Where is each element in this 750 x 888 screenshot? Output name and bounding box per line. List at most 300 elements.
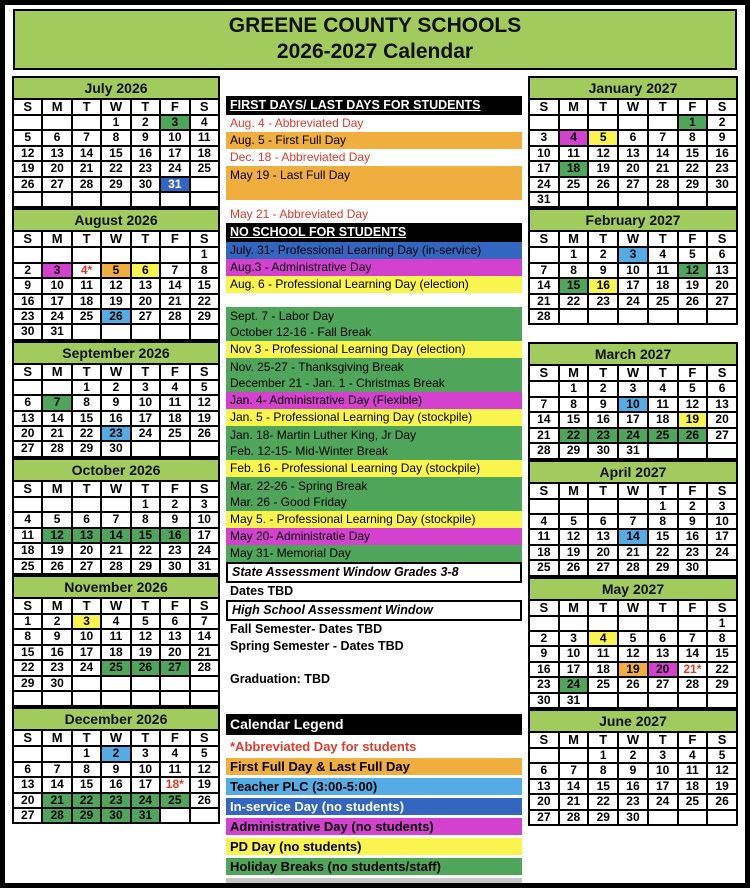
day-cell: 6: [529, 763, 559, 778]
day-cell: 9: [588, 397, 618, 412]
day-cell: 26: [190, 426, 219, 441]
day-cell: 24: [648, 794, 678, 809]
day-cell: 20: [707, 278, 737, 293]
weekday-header: S: [529, 483, 559, 499]
week-row: [13, 497, 219, 512]
day-cell-empty: [648, 115, 678, 130]
day-cell: 15: [13, 645, 42, 660]
weekday-header: W: [101, 598, 130, 614]
day-cell: 2: [131, 115, 160, 130]
day-cell: 5: [131, 614, 160, 629]
day-cell: 14: [72, 146, 101, 161]
day-cell: 12: [190, 762, 219, 777]
day-cell: 3: [160, 115, 189, 130]
week-row: [529, 677, 737, 692]
weekday-header: S: [13, 364, 42, 380]
day-cell-empty: [559, 309, 589, 324]
calendar-grid: [528, 230, 738, 325]
day-cell: 16: [101, 411, 130, 426]
month-title: October 2026: [12, 458, 220, 480]
day-cell: 16: [529, 662, 559, 677]
month-title: December 2026: [12, 707, 220, 729]
day-cell: 20: [160, 645, 189, 660]
day-cell: 10: [559, 646, 589, 661]
day-cell: 8: [559, 263, 589, 278]
week-row: [529, 545, 737, 560]
day-cell: 3: [131, 746, 160, 761]
week-row: [13, 676, 219, 691]
calendar-grid: [12, 597, 220, 707]
weekday-header: T: [588, 732, 618, 748]
day-cell: 9: [678, 514, 708, 529]
day-cell: 4: [101, 614, 130, 629]
day-cell: 12: [618, 646, 648, 661]
day-cell: 26: [559, 560, 589, 575]
day-cell: 30: [529, 693, 559, 708]
day-cell-empty: [648, 693, 678, 708]
day-cell-empty: [559, 616, 589, 631]
day-cell-empty: [190, 676, 219, 691]
day-cell-empty: [529, 499, 559, 514]
day-cell-empty: [131, 192, 160, 207]
day-cell: 12: [678, 397, 708, 412]
week-row: [529, 779, 737, 794]
day-cell-empty: [72, 192, 101, 207]
day-cell: 4: [190, 115, 219, 130]
day-cell: 29: [588, 810, 618, 825]
weekday-header: M: [42, 231, 71, 247]
day-cell: 2: [707, 115, 737, 130]
day-cell: 17: [648, 779, 678, 794]
day-cell: 5: [678, 247, 708, 262]
day-cell-empty: [707, 443, 737, 458]
day-cell: 17: [707, 529, 737, 544]
day-cell-empty: [618, 499, 648, 514]
legend-header: Calendar Legend: [226, 714, 522, 735]
day-cell-empty: [588, 115, 618, 130]
day-cell-empty: [678, 192, 708, 207]
day-cell-empty: [42, 746, 71, 761]
day-cell: 24: [190, 543, 219, 558]
day-cell-empty: [101, 497, 130, 512]
day-cell: 27: [529, 810, 559, 825]
day-cell: 17: [559, 662, 589, 677]
day-cell: 10: [42, 278, 71, 293]
day-cell: 3: [648, 748, 678, 763]
section-header-no-school-for-students: NO SCHOOL FOR STUDENTS: [226, 223, 522, 242]
day-cell: 30: [160, 559, 189, 574]
day-cell: 29: [101, 177, 130, 192]
day-cell-empty: [160, 676, 189, 691]
day-cell: 10: [618, 263, 648, 278]
week-row: [529, 397, 737, 412]
day-cell: 3: [72, 614, 101, 629]
weekday-header: W: [618, 365, 648, 381]
weekday-header: W: [618, 99, 648, 115]
week-row: [529, 529, 737, 544]
week-row: [13, 146, 219, 161]
weekday-header: F: [160, 598, 189, 614]
day-cell: 21: [618, 545, 648, 560]
day-cell-empty: [42, 192, 71, 207]
event-row: Jan. 5 - Professional Learning Day (stockpile): [226, 409, 522, 426]
day-cell: 5: [101, 263, 130, 278]
day-cell: 17: [618, 412, 648, 427]
day-cell: 26: [678, 294, 708, 309]
weekday-header: T: [131, 364, 160, 380]
calendar-grid: [528, 482, 738, 577]
day-cell: 25: [160, 793, 189, 808]
event-line: Jan. 18- Martin Luther King, Jr Day: [230, 428, 417, 442]
day-cell: 13: [648, 646, 678, 661]
day-cell: 17: [618, 278, 648, 293]
weekday-header: S: [190, 231, 219, 247]
day-cell: 17: [72, 645, 101, 660]
day-cell: 29: [13, 676, 42, 691]
day-cell-empty: [618, 192, 648, 207]
day-cell: 13: [588, 529, 618, 544]
day-cell: 29: [72, 808, 101, 823]
legend-row: In-service Day (no students): [226, 798, 522, 815]
day-cell: 19: [190, 777, 219, 792]
day-cell: 15: [678, 146, 708, 161]
week-row: [13, 746, 219, 761]
day-cell: 8: [101, 130, 130, 145]
event-row: [226, 358, 522, 392]
day-cell-empty: [678, 443, 708, 458]
legend-row: First Full Day & Last Full Day: [226, 758, 522, 775]
event-row: Aug. 6 - Professional Learning Day (election): [226, 276, 522, 293]
day-cell: 9: [529, 646, 559, 661]
weekday-header: S: [13, 231, 42, 247]
month-title: November 2026: [12, 575, 220, 597]
day-cell: 11: [13, 528, 42, 543]
day-cell: 8: [131, 512, 160, 527]
day-cell-empty: [101, 691, 130, 706]
day-cell: 8: [72, 762, 101, 777]
weekday-header: S: [707, 732, 737, 748]
week-row: [13, 660, 219, 675]
event-row: [226, 166, 522, 200]
day-cell: 22: [13, 660, 42, 675]
day-cell: 4: [588, 631, 618, 646]
day-cell: 27: [42, 177, 71, 192]
day-cell: 14: [559, 779, 589, 794]
week-row: [13, 380, 219, 395]
day-cell: 20: [648, 662, 678, 677]
day-cell-empty: [707, 810, 737, 825]
event-line: [230, 183, 518, 199]
month-november-2026: [12, 575, 220, 707]
day-cell: 17: [42, 294, 71, 309]
week-row: [529, 514, 737, 529]
day-cell: 11: [648, 263, 678, 278]
day-cell: 3: [618, 381, 648, 396]
legend-row: [226, 878, 522, 888]
weekday-header: T: [131, 99, 160, 115]
assessment-row: High School Assessment Window: [226, 600, 522, 621]
day-cell: 7: [559, 763, 589, 778]
day-cell: 27: [13, 808, 42, 823]
day-cell-empty: [618, 309, 648, 324]
week-row: [13, 808, 219, 823]
day-cell: 31: [190, 559, 219, 574]
weekday-header: M: [559, 483, 589, 499]
day-cell: 21: [190, 645, 219, 660]
day-cell: 17: [190, 528, 219, 543]
day-cell: 10: [707, 514, 737, 529]
day-cell: 1: [131, 497, 160, 512]
day-cell-empty: [160, 691, 189, 706]
week-row: [529, 177, 737, 192]
day-cell: 8: [13, 629, 42, 644]
day-cell: 10: [131, 762, 160, 777]
week-row: [13, 263, 219, 278]
day-cell-empty: [131, 247, 160, 262]
week-row: [529, 499, 737, 514]
event-line: Mar. 22-26 - Spring Break: [230, 479, 368, 493]
month-september-2026: [12, 341, 220, 458]
day-cell: 25: [588, 677, 618, 692]
day-cell: 15: [707, 646, 737, 661]
weekday-header: T: [72, 481, 101, 497]
day-cell: 25: [13, 559, 42, 574]
week-row: [529, 693, 737, 708]
day-cell: 7: [42, 762, 71, 777]
calendar-grid: [528, 98, 738, 208]
weekday-header: F: [678, 483, 708, 499]
day-cell: 6: [707, 247, 737, 262]
day-cell: 13: [160, 629, 189, 644]
weekday-header: S: [707, 231, 737, 247]
day-cell-empty: [588, 616, 618, 631]
day-cell: 15: [559, 278, 589, 293]
day-cell: 16: [131, 146, 160, 161]
day-cell-empty: [13, 115, 42, 130]
day-cell: 3: [131, 380, 160, 395]
day-cell-empty: [42, 247, 71, 262]
day-cell: 1: [678, 115, 708, 130]
month-august-2026: [12, 208, 220, 340]
weekday-header: W: [101, 364, 130, 380]
day-cell-empty: [190, 177, 219, 192]
day-cell: 22: [72, 793, 101, 808]
day-cell-empty: [131, 691, 160, 706]
event-row: May 21 - Abbreviated Day: [226, 206, 522, 223]
day-cell-empty: [160, 192, 189, 207]
event-line: Sept. 7 - Labor Day: [230, 309, 335, 323]
calendar-grid: [12, 729, 220, 824]
weekday-header: W: [101, 99, 130, 115]
day-cell-empty: [190, 324, 219, 339]
week-row: [529, 428, 737, 443]
day-cell: 24: [529, 177, 559, 192]
day-cell: 2: [678, 499, 708, 514]
day-cell: 4: [648, 381, 678, 396]
calendar-grid: [12, 230, 220, 340]
day-cell: 24: [618, 294, 648, 309]
day-cell: 28: [529, 309, 559, 324]
day-cell-empty: [13, 746, 42, 761]
day-cell-empty: [72, 676, 101, 691]
day-cell: 23: [101, 426, 130, 441]
weekday-header: T: [131, 481, 160, 497]
day-cell: 27: [618, 177, 648, 192]
day-cell: 11: [101, 629, 130, 644]
day-cell: 17: [529, 161, 559, 176]
day-cell-empty: [707, 192, 737, 207]
day-cell: 19: [190, 411, 219, 426]
week-row: [529, 560, 737, 575]
day-cell: 5: [618, 631, 648, 646]
right-month-column: [528, 76, 738, 826]
event-row: Nov 3 - Professional Learning Day (election): [226, 341, 522, 358]
day-cell: 14: [42, 411, 71, 426]
week-row: [529, 631, 737, 646]
day-cell: 15: [648, 529, 678, 544]
day-cell: 16: [618, 779, 648, 794]
day-cell: 13: [42, 146, 71, 161]
day-cell: 9: [42, 629, 71, 644]
day-cell-empty: [101, 324, 130, 339]
day-cell-empty: [13, 691, 42, 706]
day-cell: 26: [42, 559, 71, 574]
week-row: [13, 645, 219, 660]
day-cell: 21: [160, 294, 189, 309]
month-june-2027: [528, 709, 738, 826]
left-month-column: [12, 76, 220, 824]
day-cell: 4*: [72, 263, 101, 278]
day-cell: 5: [190, 380, 219, 395]
day-cell: 28: [618, 560, 648, 575]
day-cell: 16: [588, 412, 618, 427]
day-cell-empty: [42, 380, 71, 395]
weekday-header: S: [190, 481, 219, 497]
day-cell-empty: [101, 247, 130, 262]
day-cell-empty: [42, 497, 71, 512]
weekday-header: S: [190, 99, 219, 115]
day-cell-empty: [678, 810, 708, 825]
weekday-header: W: [618, 231, 648, 247]
day-cell-empty: [72, 497, 101, 512]
day-cell-empty: [648, 192, 678, 207]
day-cell-empty: [707, 309, 737, 324]
day-cell: 15: [72, 411, 101, 426]
event-row: [226, 307, 522, 341]
day-cell: 6: [42, 130, 71, 145]
week-row: [529, 748, 737, 763]
day-cell-empty: [131, 441, 160, 456]
day-cell: 4: [529, 514, 559, 529]
day-cell: 4: [160, 380, 189, 395]
day-cell: 22: [559, 428, 589, 443]
week-row: [529, 810, 737, 825]
key-column: [226, 96, 522, 888]
day-cell-empty: [588, 499, 618, 514]
day-cell: 22: [190, 294, 219, 309]
day-cell: 29: [131, 559, 160, 574]
day-cell: 21: [529, 294, 559, 309]
weekday-header: T: [588, 600, 618, 616]
day-cell: 23: [707, 161, 737, 176]
day-cell: 22: [648, 545, 678, 560]
day-cell: 21: [529, 428, 559, 443]
day-cell: 16: [160, 528, 189, 543]
day-cell: 23: [588, 428, 618, 443]
day-cell: 23: [588, 294, 618, 309]
day-cell: 13: [13, 777, 42, 792]
weekday-header: F: [160, 481, 189, 497]
weekday-header: F: [678, 231, 708, 247]
day-cell: 30: [707, 177, 737, 192]
day-cell-empty: [618, 616, 648, 631]
week-row: [13, 543, 219, 558]
day-cell: 29: [72, 441, 101, 456]
legend-row: Holiday Breaks (no students/staff): [226, 858, 522, 875]
day-cell-empty: [529, 616, 559, 631]
month-title: June 2027: [528, 709, 738, 731]
day-cell: 1: [101, 115, 130, 130]
day-cell: 29: [559, 443, 589, 458]
day-cell-empty: [559, 499, 589, 514]
weekday-header: S: [13, 598, 42, 614]
day-cell-empty: [190, 441, 219, 456]
day-cell: 18: [72, 294, 101, 309]
week-row: [13, 629, 219, 644]
month-january-2027: [528, 76, 738, 208]
day-cell: 27: [588, 560, 618, 575]
day-cell: 11: [648, 397, 678, 412]
day-cell: 12: [190, 395, 219, 410]
week-row: [13, 762, 219, 777]
day-cell: 18: [13, 543, 42, 558]
calendar-grid: [12, 480, 220, 575]
day-cell: 13: [13, 411, 42, 426]
day-cell: 3: [529, 130, 559, 145]
note-row: Fall Semester- Dates TBD: [230, 622, 383, 636]
day-cell: 10: [190, 512, 219, 527]
day-cell: 13: [72, 528, 101, 543]
day-cell: 13: [707, 263, 737, 278]
weekday-header: T: [588, 231, 618, 247]
day-cell-empty: [648, 616, 678, 631]
day-cell: 19: [131, 645, 160, 660]
day-cell-empty: [678, 309, 708, 324]
weekday-header: M: [559, 231, 589, 247]
day-cell-empty: [648, 443, 678, 458]
day-cell: 7: [648, 130, 678, 145]
weekday-header: T: [72, 364, 101, 380]
week-row: [13, 324, 219, 339]
day-cell: 11: [160, 395, 189, 410]
weekday-header: W: [101, 231, 130, 247]
day-cell: 28: [42, 441, 71, 456]
weekday-header: W: [618, 732, 648, 748]
event-line: October 12-16 - Fall Break: [230, 325, 372, 339]
day-cell: 26: [707, 794, 737, 809]
calendar-grid: [528, 731, 738, 826]
day-cell: 22: [131, 543, 160, 558]
week-row: [13, 691, 219, 706]
month-may-2027: [528, 577, 738, 709]
weekday-header: S: [529, 600, 559, 616]
day-cell-empty: [72, 115, 101, 130]
day-cell: 27: [160, 660, 189, 675]
weekday-header: W: [101, 730, 130, 746]
calendar-grid: [528, 599, 738, 709]
weekday-header: F: [678, 99, 708, 115]
month-july-2026: [12, 76, 220, 208]
